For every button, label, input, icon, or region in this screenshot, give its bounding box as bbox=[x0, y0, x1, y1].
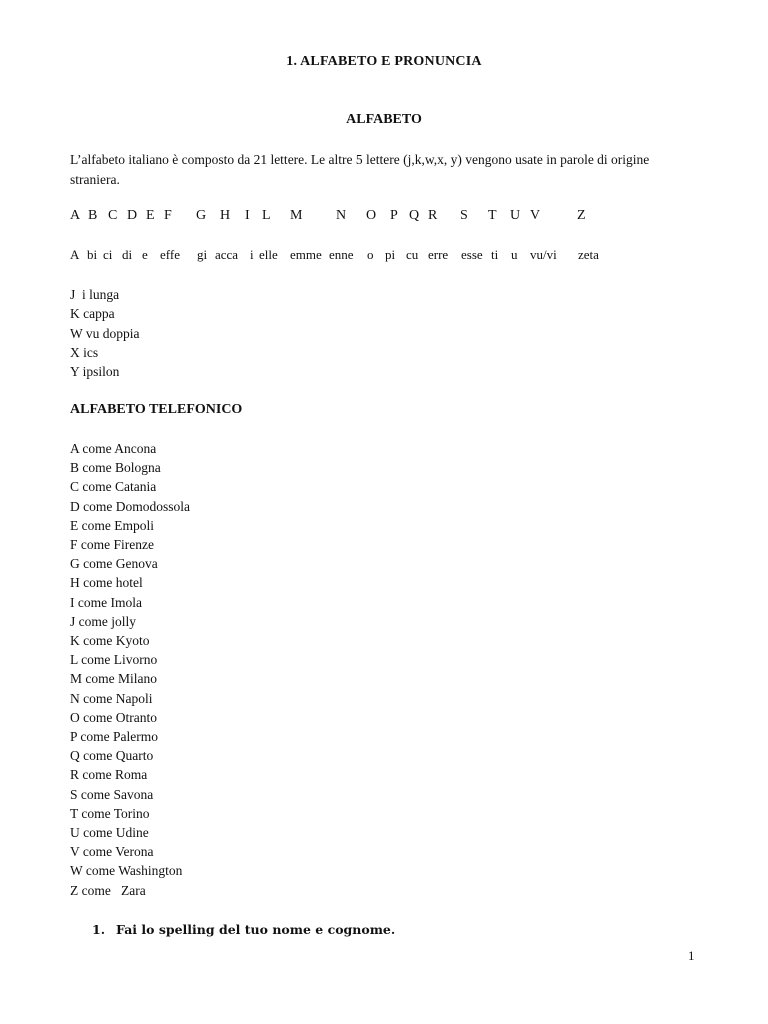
letter-name: acca bbox=[215, 247, 239, 262]
letter-name: e bbox=[142, 247, 148, 262]
list-item: K cappa bbox=[70, 306, 115, 322]
letter-name: cu bbox=[406, 247, 419, 262]
letter-name: o bbox=[367, 247, 374, 262]
exercise-number: 1. bbox=[92, 922, 106, 937]
list-item: J i lunga bbox=[70, 287, 120, 302]
letter-name: u bbox=[511, 247, 518, 262]
list-item: C come Catania bbox=[70, 479, 157, 495]
list-item: E come Empoli bbox=[70, 517, 154, 533]
exercise-item bbox=[92, 922, 395, 937]
phone-alphabet-list bbox=[70, 439, 190, 900]
telefonico-heading: ALFABETO TELEFONICO bbox=[70, 402, 243, 417]
list-item: B come Bologna bbox=[70, 460, 161, 476]
letter-name: ci bbox=[103, 247, 113, 262]
list-item: H come hotel bbox=[70, 575, 143, 591]
alphabet-letter: C bbox=[108, 208, 118, 223]
alphabet-letter: M bbox=[290, 208, 303, 223]
main-title: 1. ALFABETO E PRONUNCIA bbox=[286, 54, 482, 69]
letter-name: vu/vi bbox=[530, 247, 557, 262]
list-item: V come Verona bbox=[70, 844, 154, 860]
list-item: S come Savona bbox=[70, 786, 154, 802]
list-item: L come Livorno bbox=[70, 652, 158, 668]
alphabet-letter: E bbox=[146, 208, 155, 223]
intro-paragraph: L’alfabeto italiano è composto da 21 lettere. Le altre 5 lettere (j,k,w,x, y) vengono usate in parole di origine straniera. bbox=[70, 152, 650, 187]
alphabet-letters-row bbox=[70, 208, 700, 228]
alfabeto-heading: ALFABETO bbox=[346, 112, 422, 127]
list-item: Z come Zara bbox=[70, 882, 146, 898]
alphabet-names-row bbox=[70, 247, 700, 267]
letter-name: ti bbox=[491, 247, 499, 262]
alphabet-letter: O bbox=[366, 208, 377, 223]
list-item: P come Palermo bbox=[70, 729, 158, 745]
letter-name: zeta bbox=[578, 247, 599, 262]
letter-name: i bbox=[250, 247, 254, 262]
list-item: Q come Quarto bbox=[70, 748, 154, 764]
alphabet-letter: Q bbox=[409, 208, 420, 223]
list-item: W vu doppia bbox=[70, 325, 140, 341]
letter-name: di bbox=[122, 247, 133, 262]
alphabet-letter: V bbox=[530, 208, 541, 223]
list-item: D come Domodossola bbox=[70, 498, 190, 514]
list-item: I come Imola bbox=[70, 594, 142, 610]
list-item: J come jolly bbox=[70, 613, 136, 629]
letter-name: A bbox=[70, 247, 80, 262]
list-item: K come Kyoto bbox=[70, 633, 150, 649]
alphabet-letter: B bbox=[88, 208, 98, 223]
list-item: G come Genova bbox=[70, 556, 158, 572]
alphabet-letter: G bbox=[196, 208, 207, 223]
alphabet-letter: Z bbox=[577, 208, 586, 223]
list-item: F come Firenze bbox=[70, 537, 154, 553]
letter-name: effe bbox=[160, 247, 180, 262]
letter-name: gi bbox=[197, 247, 208, 262]
alphabet-letter: T bbox=[488, 208, 497, 223]
letter-name: esse bbox=[461, 247, 483, 262]
alphabet-letter: I bbox=[245, 208, 250, 223]
alphabet-letter: P bbox=[390, 208, 398, 223]
letter-name: emme bbox=[290, 247, 322, 262]
letter-name: pi bbox=[385, 247, 396, 262]
alphabet-letter: D bbox=[127, 208, 138, 223]
exercise-text: Fai lo spelling del tuo nome e cognome. bbox=[116, 922, 396, 937]
list-item: R come Roma bbox=[70, 767, 148, 783]
letter-name: erre bbox=[428, 247, 449, 262]
list-item: M come Milano bbox=[70, 671, 157, 687]
list-item: A come Ancona bbox=[70, 441, 157, 456]
alphabet-letter: N bbox=[336, 208, 347, 223]
list-item: O come Otranto bbox=[70, 709, 157, 725]
alphabet-letter: U bbox=[510, 208, 521, 223]
list-item: W come Washington bbox=[70, 863, 183, 879]
list-item: Y ipsilon bbox=[70, 364, 120, 380]
foreign-letters-list bbox=[70, 285, 140, 381]
letter-name: enne bbox=[329, 247, 354, 262]
alphabet-letter: L bbox=[262, 208, 271, 223]
letter-name: bi bbox=[87, 247, 98, 262]
list-item: N come Napoli bbox=[70, 690, 153, 706]
list-item: T come Torino bbox=[70, 805, 150, 821]
alphabet-letter: F bbox=[164, 208, 172, 223]
alphabet-letter: R bbox=[428, 208, 438, 223]
page-number: 1 bbox=[688, 948, 695, 963]
alphabet-letter: H bbox=[220, 208, 231, 223]
alphabet-letter: S bbox=[460, 208, 468, 223]
letter-name: elle bbox=[259, 247, 278, 262]
alphabet-letter: A bbox=[70, 208, 81, 223]
list-item: U come Udine bbox=[70, 825, 149, 841]
list-item: X ics bbox=[70, 344, 99, 360]
